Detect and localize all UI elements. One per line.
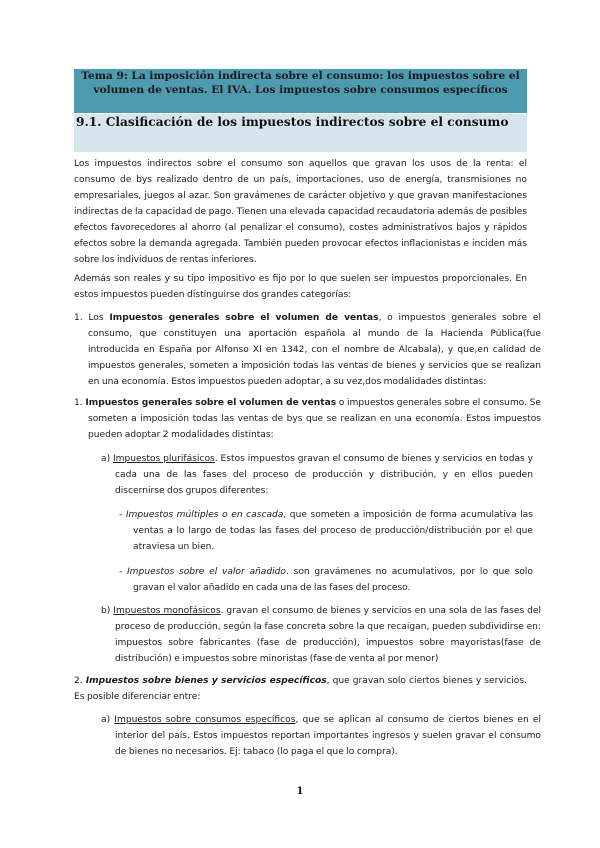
chapter-title: Tema 9: La imposición indirecta sobre el consumo: los impuestos sobre el volumen de ventas. El IVA. Los impuestos sobre consumos específicos [81, 70, 520, 96]
page-number: 1 [296, 786, 304, 797]
sub-item-term: Impuestos sobre consumos específicos [114, 715, 296, 725]
intro-paragraph: Los impuestos indirectos sobre el consumo son aquellos que gravan los usos de la renta: el consumo de bys realizado dentro de un país, importaciones, uso de energía, transmisiones no empresariales, juegos al azar. Son gravámenes de carácter objetivo y que gravan manifestaciones indirectas de la capacidad de pago. Tienen una elevada capacidad recaudatoria además de posibles efectos favorecedores al ahorro (al penalizar el consumo), costes administrativos bajos y rápidos efectos sobre la demanda agregada. También pueden provocar efectos inflacionistas e inciden más sobre los individuos de rentas inferiores. [74, 159, 527, 265]
section-heading: 9.1. Clasificación de los impuestos indirectos sobre el consumo [76, 115, 509, 129]
dash-item-text: . son gravámenes no acumulativos, por lo que solo gravan el valor añadido en cada una de las fases del proceso. [133, 567, 533, 593]
sub-item-a-consumos-especificos [101, 712, 541, 760]
list-item-number: 2. [74, 676, 86, 686]
sub-item-letter: a) [101, 715, 115, 725]
list-item-1-summary [74, 395, 541, 443]
list-item-1-general [74, 310, 541, 390]
list-item-term: Impuestos generales sobre el volumen de ventas [109, 313, 379, 323]
sub-item-b-monofasicos [101, 603, 541, 667]
dash-item-cascada [119, 507, 533, 555]
dash-item-text: , que someten a imposición de forma acumulativa las ventas a lo largo de todas las fases del proceso de producción/distribución por el que atraviesa un bien. [133, 510, 533, 552]
sub-item-a-plurifasicos [101, 451, 533, 499]
dash-item-valor-anadido [119, 564, 533, 596]
sub-item-term: Impuestos monofásicos [113, 606, 221, 616]
sub-item-text: , que se aplican al consumo de ciertos bienes en el interior del país. Estos impuestos reportan importantes ingresos y suelen gravar el consumo de bienes no necesarios. Ej: tabaco (lo paga el que lo compra). [115, 715, 541, 757]
sub-item-text: . Estos impuestos gravan el consumo de bienes y servicios en todas y cada una de las fases del proceso de producción y distribución, y en ellos pueden discernirse dos grupos diferentes: [115, 454, 534, 496]
dash-marker: - [119, 567, 127, 577]
list-item-text: , que gravan solo ciertos bienes y servicios. Es posible diferenciar entre: [74, 676, 527, 702]
list-item-text: o impuestos generales sobre el consumo. Se someten a imposición todas las ventas de bys que se realizan en una economía. Estos impuestos pueden adoptar 2 modalidades distintas: [88, 398, 541, 440]
sub-item-letter: a) [101, 454, 113, 464]
list-item-term: Impuestos generales sobre el volumen de ventas [85, 398, 337, 408]
categories-paragraph: Además son reales y su tipo impositivo es fijo por lo que suelen ser impuestos proporcionales. En estos impuestos pueden distinguirse dos grandes categorías: [74, 274, 527, 300]
list-item-2-especificos [74, 673, 527, 705]
sub-item-text: . gravan el consumo de bienes y servicios en una sola de las fases del proceso de producción, según la fase concreta sobre la que recaigan, pueden subdividirse en: impuestos sobre fabricantes (fase de producción), impuestos sobre mayoristas(fase de distribución) e impuestos sobre minoristas (fase de venta al por menor) [115, 606, 542, 664]
list-item-number: 1. [74, 398, 86, 408]
dash-marker: - [119, 510, 126, 520]
list-item-term: Impuestos sobre bienes y servicios específicos [85, 676, 327, 686]
sub-item-term: Impuestos plurifásicos [112, 454, 215, 464]
list-item-text: , o impuestos generales sobre el consumo, que constituyen una aportación española al mundo de la Hacienda Pública(fue introducida en España por Alfonso XI en 1342, con el nombre de Alcabala), y que,en calidad de impuestos generales, someten a imposición todas las ventas de bienes y servicios que se realizan en una economía. Estos impuestos pueden adoptar, a su vez,dos modalidades distintas: [88, 313, 541, 387]
list-item-number: 1. Los [74, 313, 110, 323]
dash-item-term: Impuestos sobre el valor añadido [127, 567, 286, 577]
dash-item-term: Impuestos múltiples o en cascada [125, 510, 284, 520]
sub-item-letter: b) [101, 606, 114, 616]
